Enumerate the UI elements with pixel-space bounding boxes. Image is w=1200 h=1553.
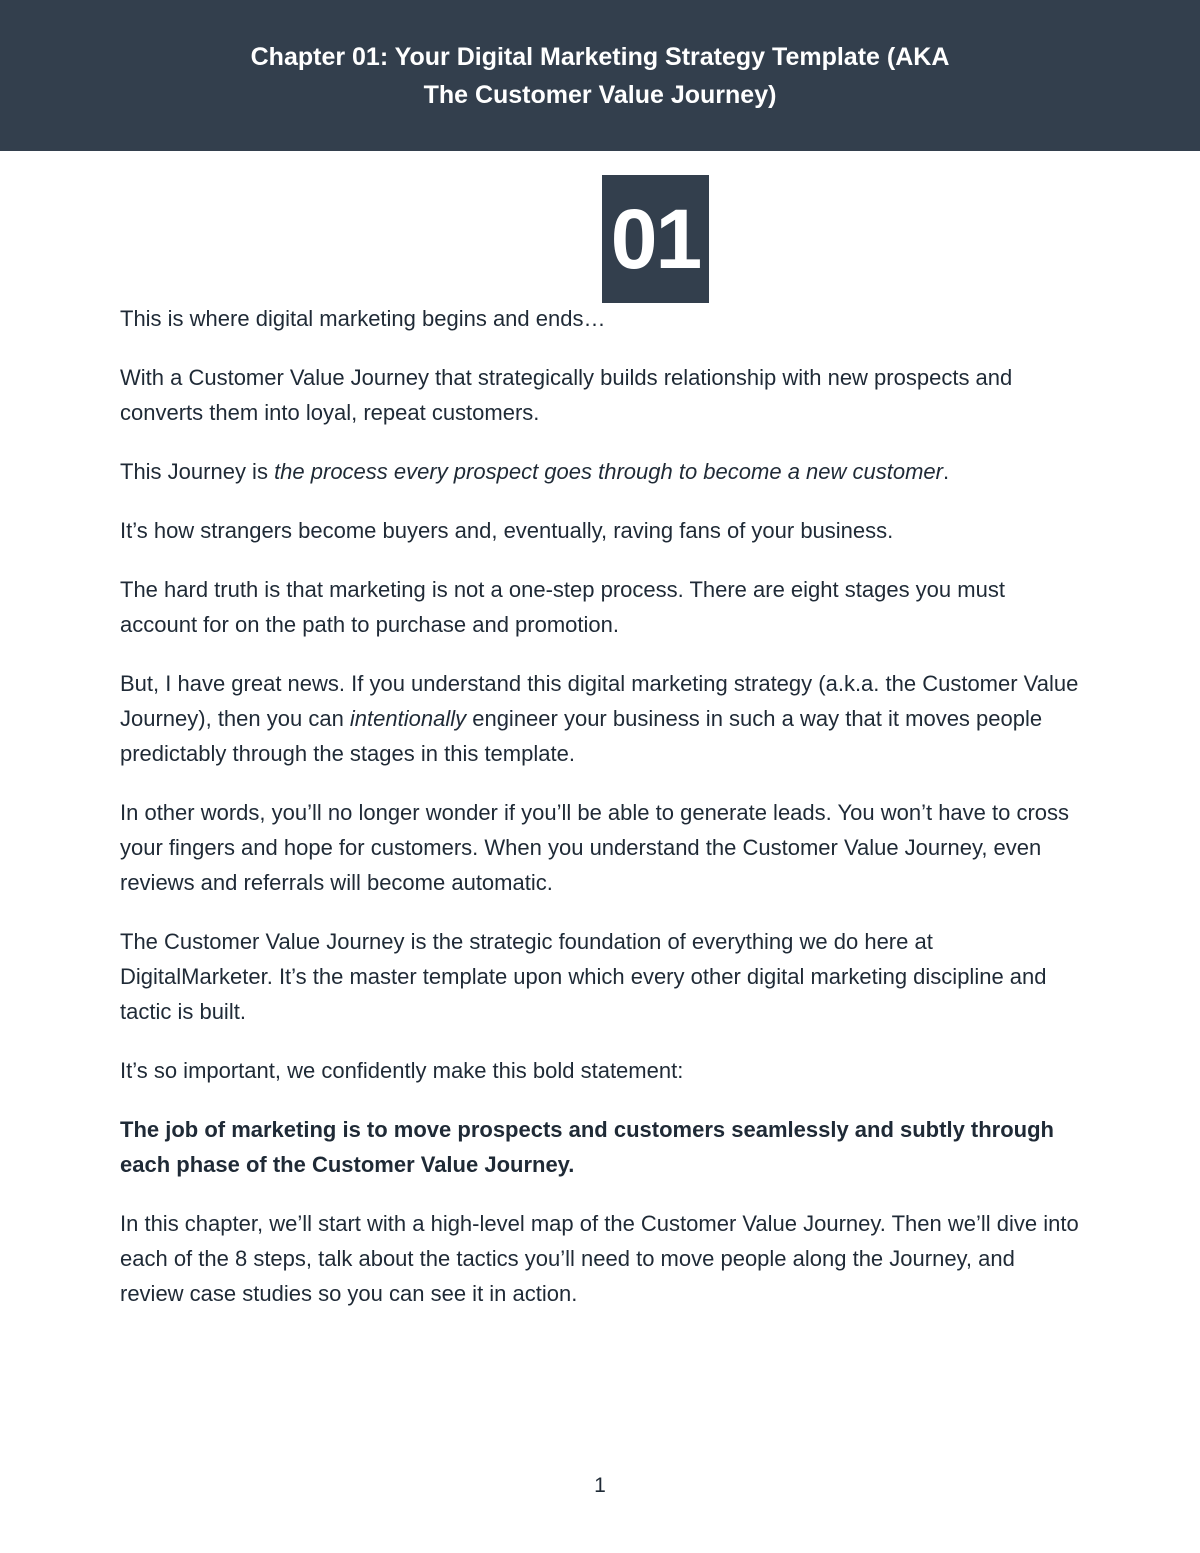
chapter-title-line-1: Chapter 01: Your Digital Marketing Strategy Template (AKA <box>250 42 950 71</box>
paragraph-emphasis: the process every prospect goes through to become a new customer <box>274 459 943 484</box>
paragraph-hard-truth: The hard truth is that marketing is not a one-step process. There are eight stages you must account for on the path to purchase and promotion. <box>120 577 1005 637</box>
paragraph-emphasis: intentionally <box>349 706 467 731</box>
paragraph-bold-statement: The job of marketing is to move prospects and customers seamlessly and subtly through each phase of the Customer Value Journey. <box>120 1117 1054 1177</box>
paragraph-text: But, I have great news. If you understand this digital marketing strategy (a.k.a. the Customer Value Journey), then you can <box>120 671 1079 731</box>
page-number: 1 <box>594 1474 606 1497</box>
chapter-body <box>120 301 1080 1335</box>
paragraph-strangers-to-fans: It’s how strangers become buyers and, eventually, raving fans of your business. <box>120 518 894 543</box>
paragraph-great-news <box>120 666 1080 771</box>
paragraph-text: This Journey is <box>120 459 275 484</box>
chapter-header-band <box>0 0 1200 151</box>
chapter-number-badge: 01 <box>602 175 709 303</box>
paragraph-journey-process <box>120 454 1080 489</box>
paragraph-journey-definition: With a Customer Value Journey that strategically builds relationship with new prospects and converts them into loyal, repeat customers. <box>120 365 1013 425</box>
paragraph-strategic-foundation: The Customer Value Journey is the strategic foundation of everything we do here at DigitalMarketer. It’s the master template upon which every other digital marketing discipline and tactic is built. <box>120 929 1047 1024</box>
paragraph-text: . <box>942 459 950 484</box>
paragraph-other-words: In other words, you’ll no longer wonder if you’ll be able to generate leads. You won’t have to cross your fingers and hope for customers. When you understand the Customer Value Journey, even reviews and referrals will become automatic. <box>120 800 1070 895</box>
paragraph-bold-statement-intro: It’s so important, we confidently make this bold statement: <box>120 1058 684 1083</box>
paragraph-chapter-overview: In this chapter, we’ll start with a high-level map of the Customer Value Journey. Then we’ll dive into each of the 8 steps, talk about the tactics you’ll need to move people along the Journey, and review case studies so you can see it in action. <box>120 1211 1079 1306</box>
paragraph-intro: This is where digital marketing begins and ends… <box>120 306 606 331</box>
paragraph-text: engineer your business in such a way that it moves people predictably through the stages in this template. <box>120 706 1043 766</box>
chapter-title-line-2: The Customer Value Journey) <box>423 80 777 109</box>
